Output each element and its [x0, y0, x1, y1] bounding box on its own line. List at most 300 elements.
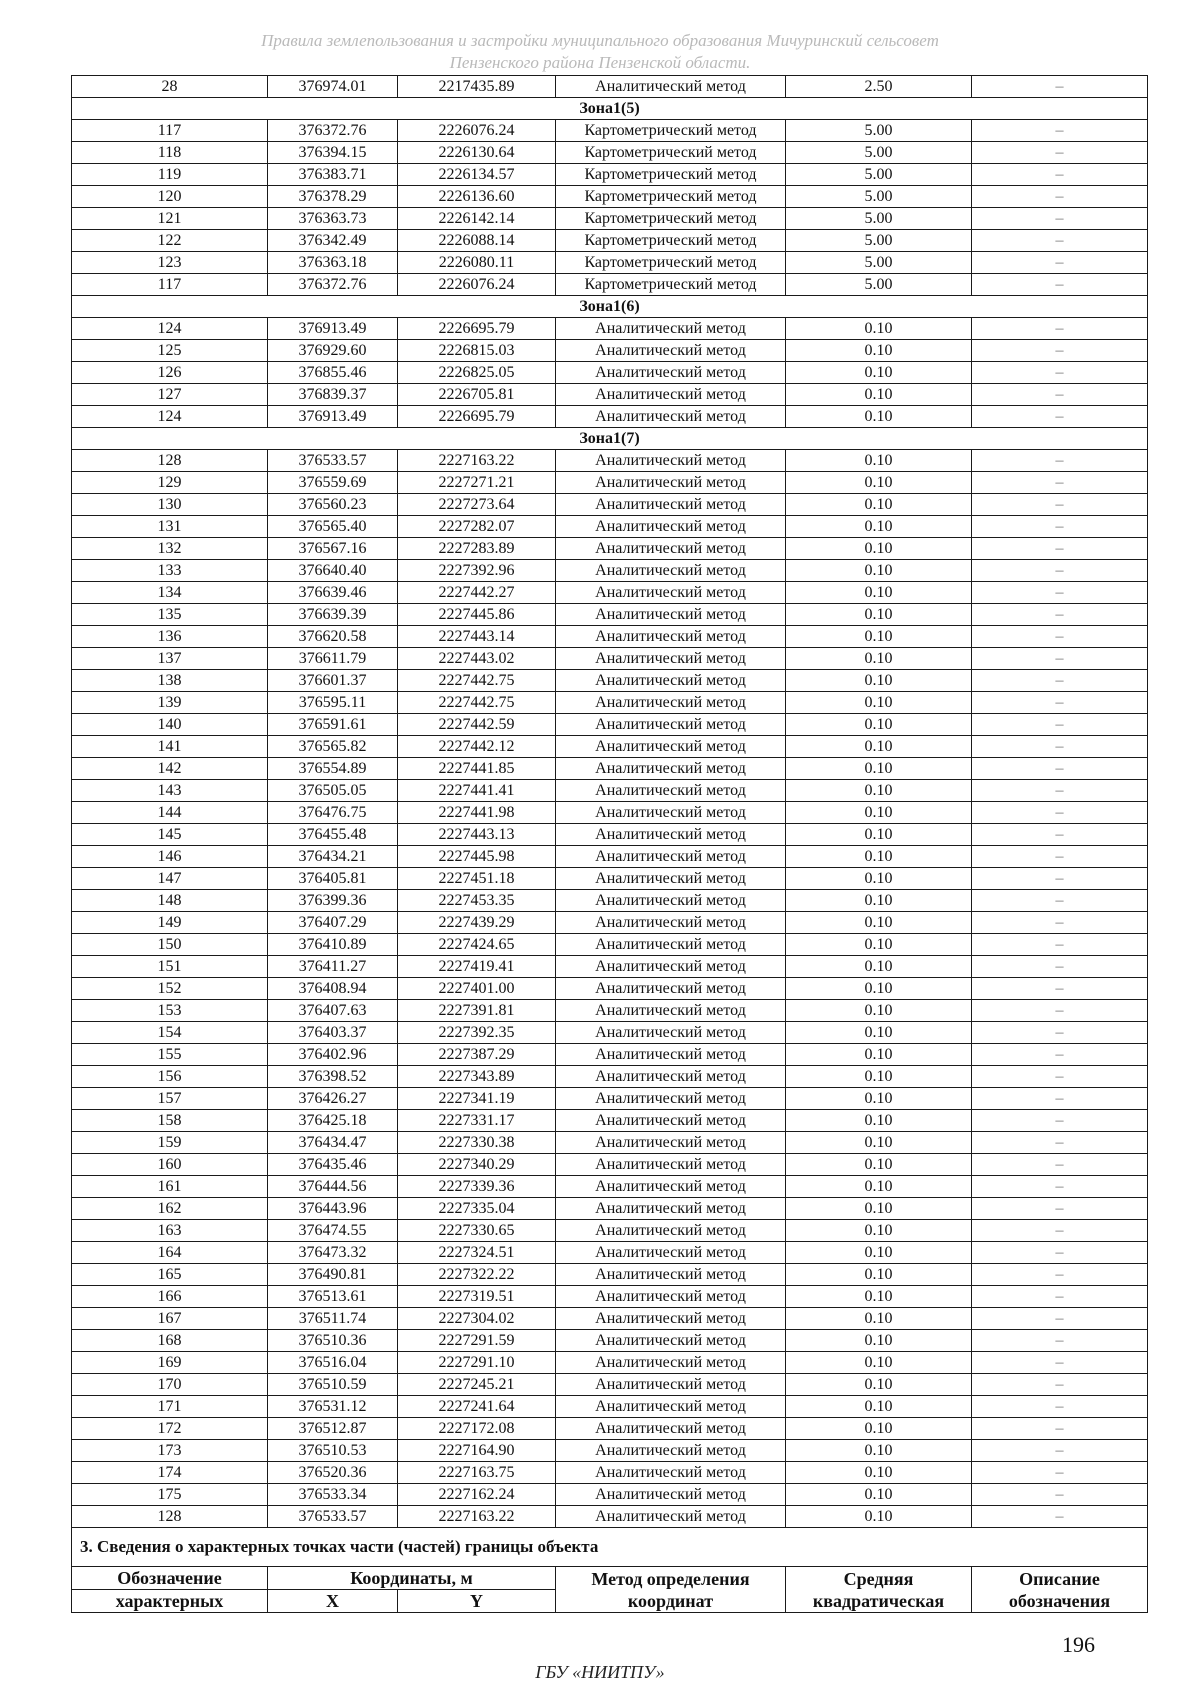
point-number-cell: 154: [72, 1022, 268, 1044]
coord-y-cell: 2227172.08: [398, 1418, 556, 1440]
method-cell: Аналитический метод: [556, 1044, 786, 1066]
description-cell: –: [972, 582, 1148, 604]
col-y-header: Y: [398, 1590, 556, 1613]
accuracy-cell: 0.10: [786, 1198, 972, 1220]
point-number-cell: 134: [72, 582, 268, 604]
table-row: [72, 1396, 1148, 1418]
accuracy-cell: 5.00: [786, 274, 972, 296]
method-cell: Картометрический метод: [556, 252, 786, 274]
accuracy-cell: 0.10: [786, 846, 972, 868]
accuracy-cell: 0.10: [786, 1066, 972, 1088]
table-row: [72, 648, 1148, 670]
point-number-cell: 143: [72, 780, 268, 802]
method-cell: Аналитический метод: [556, 758, 786, 780]
accuracy-cell: 0.10: [786, 956, 972, 978]
zone-header-row: [72, 296, 1148, 318]
coord-y-cell: 2226136.60: [398, 186, 556, 208]
description-cell: –: [972, 1066, 1148, 1088]
table-row: [72, 1308, 1148, 1330]
coord-y-cell: 2226142.14: [398, 208, 556, 230]
coord-x-cell: 376363.18: [268, 252, 398, 274]
table-row: [72, 1110, 1148, 1132]
point-number-cell: 126: [72, 362, 268, 384]
accuracy-cell: 0.10: [786, 1396, 972, 1418]
description-cell: –: [972, 472, 1148, 494]
description-cell: –: [972, 406, 1148, 428]
coord-y-cell: 2227273.64: [398, 494, 556, 516]
point-number-cell: 123: [72, 252, 268, 274]
coord-y-cell: 2227441.85: [398, 758, 556, 780]
accuracy-cell: 0.10: [786, 626, 972, 648]
coord-x-cell: 376407.63: [268, 1000, 398, 1022]
description-cell: –: [972, 692, 1148, 714]
description-cell: –: [972, 1396, 1148, 1418]
method-cell: Аналитический метод: [556, 934, 786, 956]
coord-y-cell: 2226695.79: [398, 318, 556, 340]
description-cell: –: [972, 912, 1148, 934]
table-row: [72, 824, 1148, 846]
point-number-cell: 127: [72, 384, 268, 406]
table-row: [72, 890, 1148, 912]
zone-title: Зона1(5): [72, 98, 1148, 120]
point-number-cell: 148: [72, 890, 268, 912]
description-cell: –: [972, 560, 1148, 582]
point-number-cell: 141: [72, 736, 268, 758]
table-row: [72, 1198, 1148, 1220]
method-cell: Аналитический метод: [556, 890, 786, 912]
col-coords-header: Координаты, м: [268, 1567, 556, 1590]
coord-y-cell: 2227401.00: [398, 978, 556, 1000]
method-cell: Аналитический метод: [556, 406, 786, 428]
accuracy-cell: 0.10: [786, 1418, 972, 1440]
description-cell: –: [972, 956, 1148, 978]
accuracy-cell: 0.10: [786, 1242, 972, 1264]
method-cell: Аналитический метод: [556, 956, 786, 978]
accuracy-cell: 0.10: [786, 1132, 972, 1154]
accuracy-cell: 0.10: [786, 1176, 972, 1198]
coord-x-cell: 376411.27: [268, 956, 398, 978]
method-cell: Аналитический метод: [556, 1352, 786, 1374]
method-cell: Аналитический метод: [556, 538, 786, 560]
coord-y-cell: 2227341.19: [398, 1088, 556, 1110]
description-cell: –: [972, 1330, 1148, 1352]
coord-x-cell: 376378.29: [268, 186, 398, 208]
coord-x-cell: 376443.96: [268, 1198, 398, 1220]
coord-y-cell: 2227442.75: [398, 670, 556, 692]
coord-y-cell: 2227162.24: [398, 1484, 556, 1506]
description-cell: –: [972, 1176, 1148, 1198]
table-row: [72, 1506, 1148, 1528]
point-number-cell: 172: [72, 1418, 268, 1440]
coord-x-cell: 376435.46: [268, 1154, 398, 1176]
description-cell: –: [972, 802, 1148, 824]
table-row: [72, 1264, 1148, 1286]
table-row: [72, 1352, 1148, 1374]
table-row: [72, 934, 1148, 956]
coord-x-cell: 376620.58: [268, 626, 398, 648]
accuracy-cell: 0.10: [786, 384, 972, 406]
coord-y-cell: 2227241.64: [398, 1396, 556, 1418]
description-cell: –: [972, 384, 1148, 406]
accuracy-cell: 0.10: [786, 1286, 972, 1308]
table-row: [72, 582, 1148, 604]
method-cell: Аналитический метод: [556, 340, 786, 362]
method-cell: Картометрический метод: [556, 230, 786, 252]
coord-x-cell: 376407.29: [268, 912, 398, 934]
point-number-cell: 170: [72, 1374, 268, 1396]
description-cell: –: [972, 1132, 1148, 1154]
method-cell: Аналитический метод: [556, 912, 786, 934]
coord-y-cell: 2226080.11: [398, 252, 556, 274]
table-row: [72, 1330, 1148, 1352]
table-row: [72, 670, 1148, 692]
description-cell: –: [972, 164, 1148, 186]
coord-y-cell: 2226825.05: [398, 362, 556, 384]
zone-header-row: [72, 428, 1148, 450]
method-cell: Аналитический метод: [556, 670, 786, 692]
coord-y-cell: 2227331.17: [398, 1110, 556, 1132]
description-cell: –: [972, 780, 1148, 802]
coord-x-cell: 376533.57: [268, 1506, 398, 1528]
accuracy-cell: 0.10: [786, 582, 972, 604]
point-number-cell: 118: [72, 142, 268, 164]
point-number-cell: 155: [72, 1044, 268, 1066]
method-cell: Аналитический метод: [556, 846, 786, 868]
method-cell: Аналитический метод: [556, 780, 786, 802]
zone-title: Зона1(6): [72, 296, 1148, 318]
accuracy-cell: 0.10: [786, 670, 972, 692]
description-cell: –: [972, 1198, 1148, 1220]
coord-y-cell: 2227271.21: [398, 472, 556, 494]
description-cell: –: [972, 1242, 1148, 1264]
coord-y-cell: 2227343.89: [398, 1066, 556, 1088]
method-cell: Картометрический метод: [556, 142, 786, 164]
coord-y-cell: 2217435.89: [398, 76, 556, 98]
coord-y-cell: 2227442.12: [398, 736, 556, 758]
point-number-cell: 138: [72, 670, 268, 692]
table-row: [72, 846, 1148, 868]
description-cell: –: [972, 1352, 1148, 1374]
description-cell: –: [972, 450, 1148, 472]
description-cell: –: [972, 1000, 1148, 1022]
point-number-cell: 117: [72, 120, 268, 142]
coord-x-cell: 376410.89: [268, 934, 398, 956]
page-number: 196: [1062, 1632, 1095, 1657]
accuracy-cell: 0.10: [786, 714, 972, 736]
point-number-cell: 129: [72, 472, 268, 494]
point-number-cell: 171: [72, 1396, 268, 1418]
point-number-cell: 130: [72, 494, 268, 516]
coord-x-cell: 376567.16: [268, 538, 398, 560]
coord-x-cell: 376505.05: [268, 780, 398, 802]
point-number-cell: 156: [72, 1066, 268, 1088]
point-number-cell: 160: [72, 1154, 268, 1176]
point-number-cell: 168: [72, 1330, 268, 1352]
description-cell: –: [972, 934, 1148, 956]
method-cell: Аналитический метод: [556, 1374, 786, 1396]
accuracy-cell: 0.10: [786, 560, 972, 582]
coord-x-cell: 376560.23: [268, 494, 398, 516]
coord-x-cell: 376394.15: [268, 142, 398, 164]
method-cell: Аналитический метод: [556, 362, 786, 384]
accuracy-cell: 0.10: [786, 318, 972, 340]
description-cell: –: [972, 1374, 1148, 1396]
coord-x-cell: 376533.34: [268, 1484, 398, 1506]
method-cell: Аналитический метод: [556, 76, 786, 98]
description-cell: –: [972, 1308, 1148, 1330]
table-row: [72, 384, 1148, 406]
accuracy-cell: 0.10: [786, 1110, 972, 1132]
method-cell: Аналитический метод: [556, 1396, 786, 1418]
method-cell: Картометрический метод: [556, 164, 786, 186]
table-row: [72, 472, 1148, 494]
description-cell: –: [972, 208, 1148, 230]
description-cell: –: [972, 230, 1148, 252]
method-cell: Картометрический метод: [556, 274, 786, 296]
col-x-header: X: [268, 1590, 398, 1613]
coord-y-cell: 2226088.14: [398, 230, 556, 252]
method-cell: Аналитический метод: [556, 692, 786, 714]
accuracy-cell: 0.10: [786, 692, 972, 714]
point-number-cell: 162: [72, 1198, 268, 1220]
accuracy-cell: 0.10: [786, 362, 972, 384]
coord-y-cell: 2227442.59: [398, 714, 556, 736]
point-number-cell: 157: [72, 1088, 268, 1110]
description-cell: –: [972, 1088, 1148, 1110]
accuracy-cell: 2.50: [786, 76, 972, 98]
point-number-cell: 150: [72, 934, 268, 956]
description-cell: –: [972, 1286, 1148, 1308]
accuracy-cell: 0.10: [786, 1022, 972, 1044]
table-row: [72, 1176, 1148, 1198]
coord-x-cell: 376974.01: [268, 76, 398, 98]
coord-y-cell: 2227442.27: [398, 582, 556, 604]
table-row: [72, 802, 1148, 824]
coord-y-cell: 2227441.41: [398, 780, 556, 802]
method-cell: Аналитический метод: [556, 1264, 786, 1286]
description-cell: –: [972, 318, 1148, 340]
description-cell: –: [972, 1154, 1148, 1176]
description-cell: –: [972, 252, 1148, 274]
coord-y-cell: 2227441.98: [398, 802, 556, 824]
accuracy-cell: 0.10: [786, 516, 972, 538]
description-cell: –: [972, 120, 1148, 142]
point-number-cell: 159: [72, 1132, 268, 1154]
coord-x-cell: 376913.49: [268, 318, 398, 340]
coord-x-cell: 376565.40: [268, 516, 398, 538]
table-row: [72, 340, 1148, 362]
point-number-cell: 152: [72, 978, 268, 1000]
accuracy-cell: 0.10: [786, 472, 972, 494]
running-header-line1: Правила землепользования и застройки муниципального образования Мичуринский сельсовет: [261, 31, 939, 50]
point-number-cell: 120: [72, 186, 268, 208]
point-number-cell: 147: [72, 868, 268, 890]
coord-y-cell: 2226076.24: [398, 120, 556, 142]
accuracy-cell: 0.10: [786, 1264, 972, 1286]
coord-x-cell: 376398.52: [268, 1066, 398, 1088]
description-cell: –: [972, 516, 1148, 538]
table-row: [72, 164, 1148, 186]
col-designation-header-2: характерных: [72, 1590, 268, 1613]
coord-x-cell: 376372.76: [268, 120, 398, 142]
method-cell: Аналитический метод: [556, 714, 786, 736]
description-cell: –: [972, 362, 1148, 384]
accuracy-cell: 5.00: [786, 208, 972, 230]
coord-x-cell: 376601.37: [268, 670, 398, 692]
coord-y-cell: 2227442.75: [398, 692, 556, 714]
method-cell: Аналитический метод: [556, 494, 786, 516]
table-row: [72, 494, 1148, 516]
point-number-cell: 144: [72, 802, 268, 824]
accuracy-cell: 5.00: [786, 120, 972, 142]
method-cell: Аналитический метод: [556, 450, 786, 472]
coord-y-cell: 2227322.22: [398, 1264, 556, 1286]
table-row: [72, 1484, 1148, 1506]
point-number-cell: 119: [72, 164, 268, 186]
method-cell: Картометрический метод: [556, 120, 786, 142]
coord-x-cell: 376473.32: [268, 1242, 398, 1264]
coord-y-cell: 2227392.96: [398, 560, 556, 582]
description-cell: –: [972, 186, 1148, 208]
table-row: [72, 406, 1148, 428]
point-number-cell: 149: [72, 912, 268, 934]
point-number-cell: 128: [72, 1506, 268, 1528]
method-cell: Аналитический метод: [556, 1506, 786, 1528]
point-number-cell: 153: [72, 1000, 268, 1022]
coord-x-cell: 376434.47: [268, 1132, 398, 1154]
coord-x-cell: 376611.79: [268, 648, 398, 670]
accuracy-cell: 0.10: [786, 1440, 972, 1462]
coord-y-cell: 2227419.41: [398, 956, 556, 978]
section-title: 3. Сведения о характерных точках части (частей) границы объекта: [72, 1528, 1148, 1567]
accuracy-cell: 5.00: [786, 164, 972, 186]
table-row: [72, 1088, 1148, 1110]
method-cell: Аналитический метод: [556, 1176, 786, 1198]
description-cell: –: [972, 868, 1148, 890]
accuracy-cell: 0.10: [786, 648, 972, 670]
coordinates-table: [71, 75, 1148, 1613]
point-number-cell: 137: [72, 648, 268, 670]
table-row: [72, 626, 1148, 648]
table-row: [72, 1286, 1148, 1308]
coord-x-cell: 376511.74: [268, 1308, 398, 1330]
accuracy-cell: 0.10: [786, 1220, 972, 1242]
method-cell: Аналитический метод: [556, 1066, 786, 1088]
table-row: [72, 1154, 1148, 1176]
accuracy-cell: 0.10: [786, 934, 972, 956]
coord-y-cell: 2226815.03: [398, 340, 556, 362]
table-row: [72, 318, 1148, 340]
coord-y-cell: 2227291.59: [398, 1330, 556, 1352]
coord-x-cell: 376513.61: [268, 1286, 398, 1308]
method-cell: Аналитический метод: [556, 1440, 786, 1462]
description-cell: –: [972, 1110, 1148, 1132]
coord-x-cell: 376516.04: [268, 1352, 398, 1374]
method-cell: Аналитический метод: [556, 1330, 786, 1352]
table-row: [72, 1242, 1148, 1264]
running-header-line2: Пензенского района Пензенской области.: [449, 53, 751, 72]
table-row: [72, 362, 1148, 384]
description-cell: –: [972, 824, 1148, 846]
accuracy-cell: 0.10: [786, 1352, 972, 1374]
table-row: [72, 1066, 1148, 1088]
description-cell: –: [972, 758, 1148, 780]
table-row: [72, 714, 1148, 736]
col-accuracy-header: Средняя квадратическая: [786, 1567, 972, 1613]
point-number-cell: 173: [72, 1440, 268, 1462]
coord-x-cell: 376591.61: [268, 714, 398, 736]
accuracy-cell: 0.10: [786, 538, 972, 560]
coord-y-cell: 2227439.29: [398, 912, 556, 934]
coord-y-cell: 2227291.10: [398, 1352, 556, 1374]
coord-y-cell: 2227324.51: [398, 1242, 556, 1264]
method-cell: Аналитический метод: [556, 560, 786, 582]
description-cell: –: [972, 1044, 1148, 1066]
coord-x-cell: 376855.46: [268, 362, 398, 384]
accuracy-cell: 0.10: [786, 494, 972, 516]
table-row: [72, 736, 1148, 758]
coord-y-cell: 2227164.90: [398, 1440, 556, 1462]
accuracy-cell: 0.10: [786, 802, 972, 824]
method-cell: Аналитический метод: [556, 1022, 786, 1044]
point-number-cell: 151: [72, 956, 268, 978]
method-cell: Аналитический метод: [556, 1286, 786, 1308]
description-cell: –: [972, 1022, 1148, 1044]
point-number-cell: 142: [72, 758, 268, 780]
coord-y-cell: 2227245.21: [398, 1374, 556, 1396]
coord-x-cell: 376510.36: [268, 1330, 398, 1352]
description-cell: –: [972, 142, 1148, 164]
description-cell: –: [972, 76, 1148, 98]
coord-y-cell: 2227445.86: [398, 604, 556, 626]
coord-x-cell: 376383.71: [268, 164, 398, 186]
accuracy-cell: 0.10: [786, 340, 972, 362]
method-cell: Аналитический метод: [556, 1462, 786, 1484]
description-cell: –: [972, 736, 1148, 758]
accuracy-cell: 0.10: [786, 1000, 972, 1022]
accuracy-cell: 0.10: [786, 736, 972, 758]
accuracy-cell: 0.10: [786, 1044, 972, 1066]
method-cell: Аналитический метод: [556, 1308, 786, 1330]
col-desc-header: Описание обозначения: [972, 1567, 1148, 1613]
method-cell: Аналитический метод: [556, 1242, 786, 1264]
coord-y-cell: 2227443.02: [398, 648, 556, 670]
description-cell: –: [972, 1440, 1148, 1462]
method-cell: Аналитический метод: [556, 1132, 786, 1154]
point-number-cell: 117: [72, 274, 268, 296]
accuracy-cell: 0.10: [786, 890, 972, 912]
coord-x-cell: 376531.12: [268, 1396, 398, 1418]
coord-y-cell: 2227163.75: [398, 1462, 556, 1484]
coord-y-cell: 2227392.35: [398, 1022, 556, 1044]
section-title-row: [72, 1528, 1148, 1567]
point-number-cell: 174: [72, 1462, 268, 1484]
method-cell: Аналитический метод: [556, 1198, 786, 1220]
coord-x-cell: 376474.55: [268, 1220, 398, 1242]
coord-x-cell: 376510.53: [268, 1440, 398, 1462]
table-row: [72, 142, 1148, 164]
coord-x-cell: 376559.69: [268, 472, 398, 494]
coord-x-cell: 376425.18: [268, 1110, 398, 1132]
coord-x-cell: 376913.49: [268, 406, 398, 428]
method-cell: Аналитический метод: [556, 978, 786, 1000]
table-row: [72, 1220, 1148, 1242]
table-row: [72, 978, 1148, 1000]
method-cell: Аналитический метод: [556, 648, 786, 670]
table-row: [72, 516, 1148, 538]
coord-y-cell: 2227163.22: [398, 450, 556, 472]
method-cell: Аналитический метод: [556, 582, 786, 604]
